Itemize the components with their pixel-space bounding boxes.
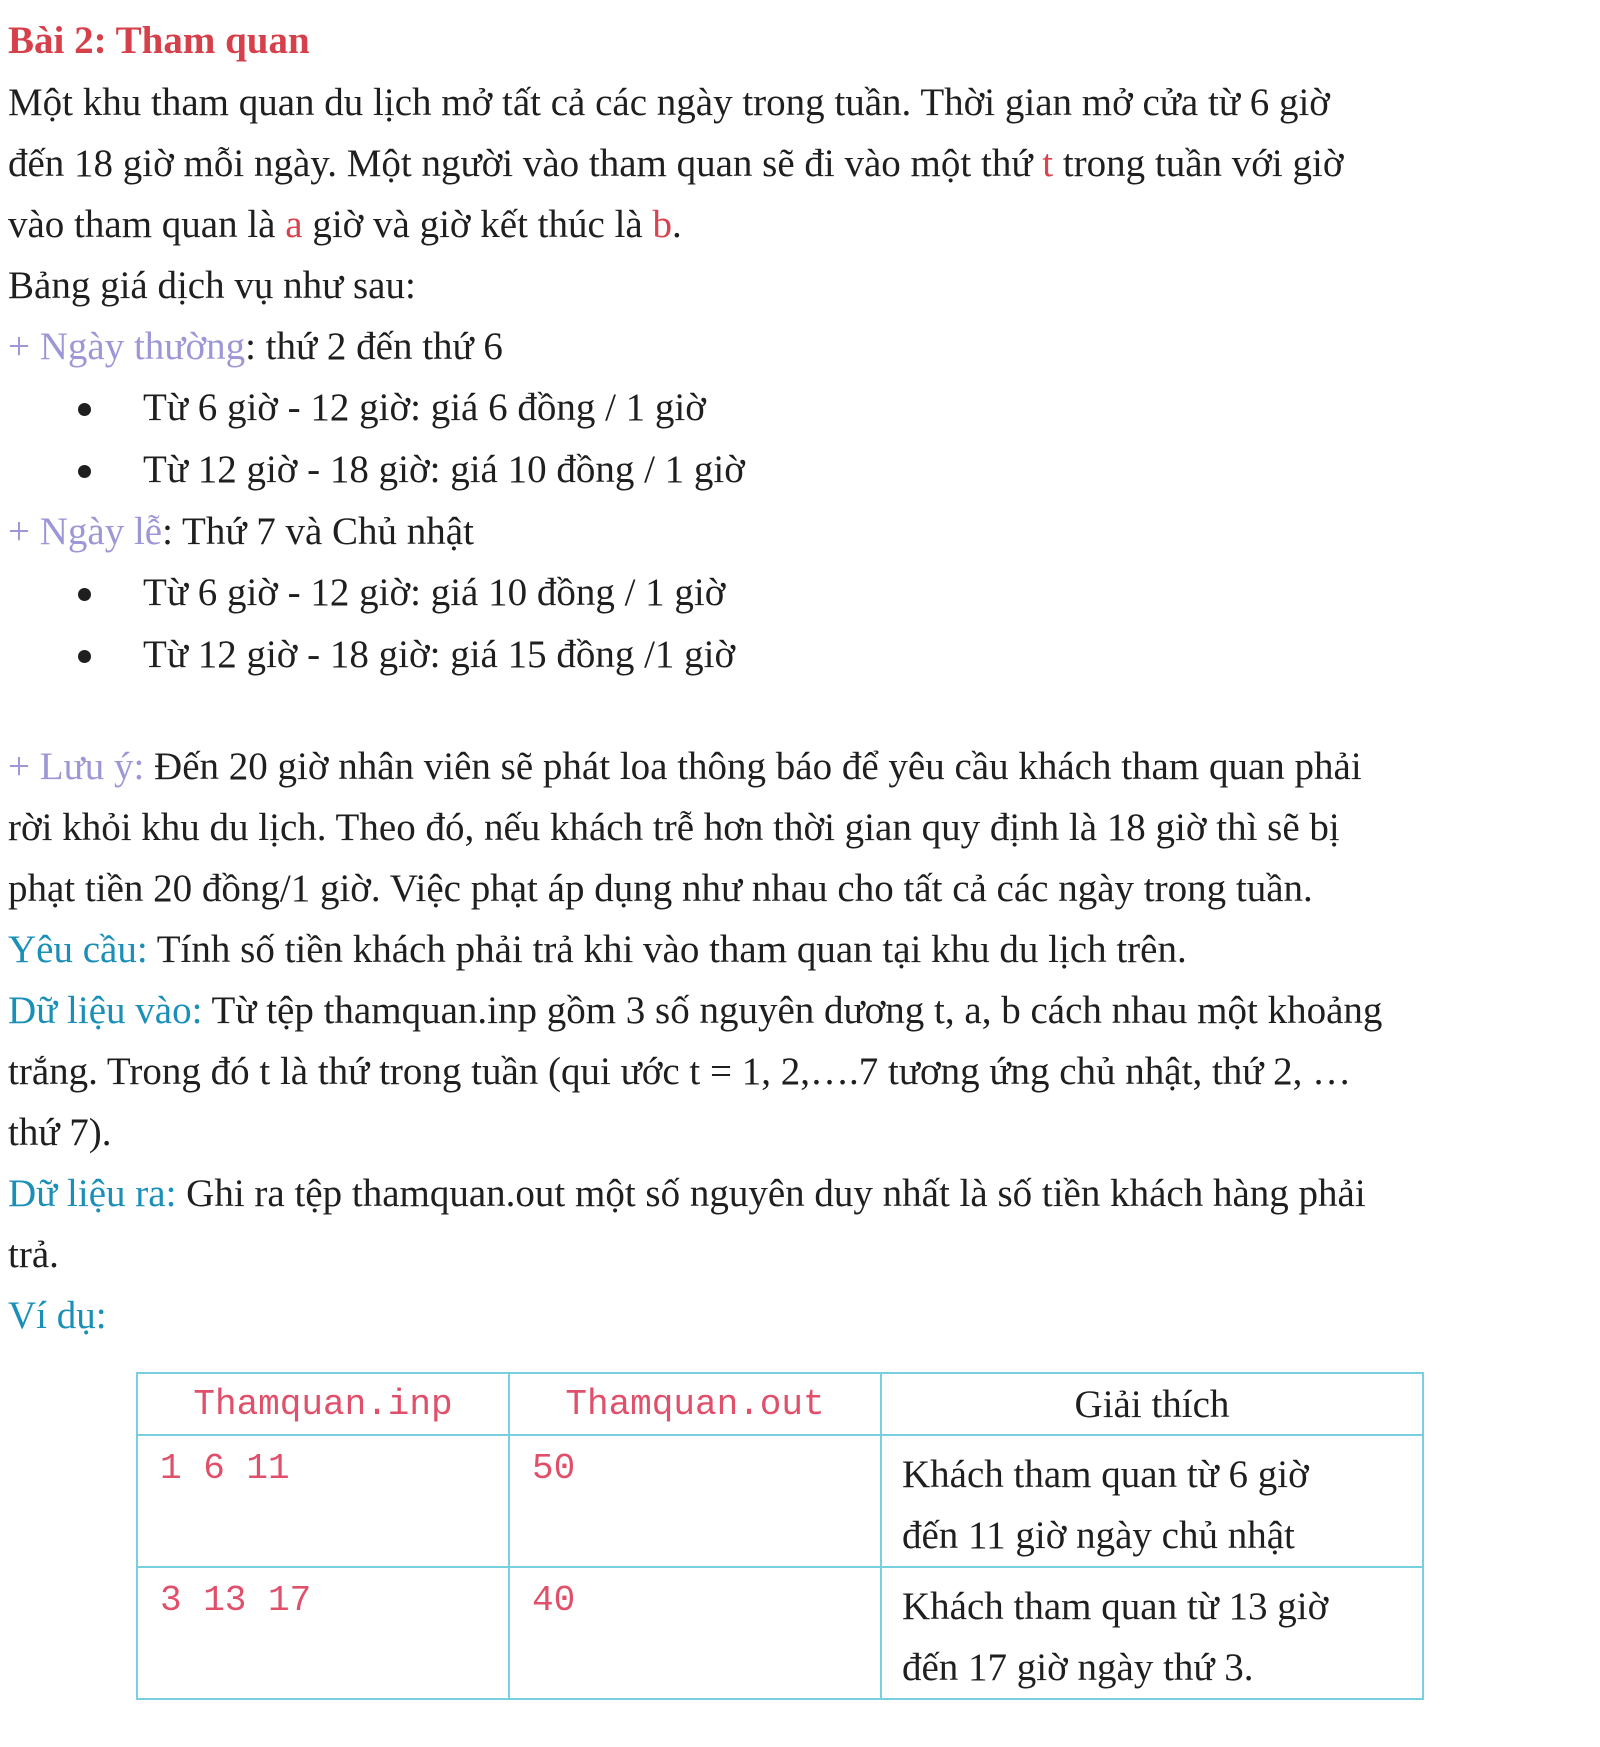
holiday-price-list bbox=[8, 562, 1592, 686]
bullet-icon bbox=[78, 403, 91, 416]
cell-inp: 3 13 17 bbox=[137, 1567, 509, 1699]
note-label: + Lưu ý: bbox=[8, 745, 145, 788]
variable-t: t bbox=[1042, 142, 1054, 185]
input-label: Dữ liệu vào: bbox=[8, 989, 203, 1032]
cell-explanation: Khách tham quan từ 13 giờ đến 17 giờ ngày thứ 3. bbox=[881, 1567, 1423, 1699]
column-header-out: Thamquan.out bbox=[509, 1373, 881, 1435]
intro-paragraph bbox=[8, 72, 1592, 377]
weekday-price-list bbox=[8, 377, 1592, 501]
bullet-icon bbox=[78, 650, 91, 663]
list-item: Từ 6 giờ - 12 giờ: giá 6 đồng / 1 giờ bbox=[78, 377, 1592, 439]
output-label: Dữ liệu ra: bbox=[8, 1172, 177, 1215]
intro-line-1: Một khu tham quan du lịch mở tất cả các ngày trong tuần. Thời gian mở cửa từ 6 giờ bbox=[8, 81, 1330, 124]
table-row bbox=[137, 1435, 1423, 1567]
list-item: Từ 12 giờ - 18 giờ: giá 15 đồng /1 giờ bbox=[78, 624, 1592, 686]
input-spec-line-3: thứ 7). bbox=[8, 1111, 112, 1154]
variable-a: a bbox=[285, 203, 303, 246]
table-row bbox=[137, 1567, 1423, 1699]
cell-out: 50 bbox=[509, 1435, 881, 1567]
holiday-heading: + Ngày lễ: Thứ 7 và Chủ nhật bbox=[8, 510, 474, 553]
column-header-inp: Thamquan.inp bbox=[137, 1373, 509, 1435]
requirement-line: Yêu cầu: Tính số tiền khách phải trả khi vào tham quan tại khu du lịch trên. bbox=[8, 928, 1187, 971]
output-spec-line-2: trả. bbox=[8, 1233, 59, 1276]
variable-b: b bbox=[652, 203, 672, 246]
list-item: Từ 12 giờ - 18 giờ: giá 10 đồng / 1 giờ bbox=[78, 439, 1592, 501]
cell-inp: 1 6 11 bbox=[137, 1435, 509, 1567]
note-paragraph: + Lưu ý: Đến 20 giờ nhân viên sẽ phát loa thông báo để yêu cầu khách tham quan phải rời khỏi khu du lịch. Theo đó, nếu khách trễ hơn thời gian quy định là 18 giờ thì sẽ bị phạt tiền 20 đồng/1 giờ. Việc phạt áp dụng như nhau cho tất cả các ngày trong tuần. Yêu cầu: Tính số tiền khách phải trả khi vào tham quan tại khu du lịch trên. Dữ liệu vào: Từ tệp thamquan.inp gồm 3 số nguyên dương t, a, b cách nhau một khoảng trắng. Trong đó t là thứ trong tuần (qui ước t = 1, 2,….7 tương ứng chủ nhật, thứ 2, … thứ 7). Dữ liệu ra: Ghi ra tệp thamquan.out một số nguyên duy nhất là số tiền khách hàng phải trả. Ví dụ: bbox=[8, 736, 1592, 1346]
input-spec-line-1: Dữ liệu vào: Từ tệp thamquan.inp gồm 3 số nguyên dương t, a, b cách nhau một khoảng bbox=[8, 989, 1383, 1032]
document-page bbox=[8, 14, 1592, 1346]
holiday-label: + Ngày lễ bbox=[8, 510, 163, 553]
problem-title: Bài 2: Tham quan bbox=[8, 19, 310, 62]
intro-line-2: đến 18 giờ mỗi ngày. Một người vào tham quan sẽ đi vào một thứ t trong tuần với giờ bbox=[8, 142, 1344, 185]
output-spec-line-1: Dữ liệu ra: Ghi ra tệp thamquan.out một số nguyên duy nhất là số tiền khách hàng phải bbox=[8, 1172, 1366, 1215]
bullet-icon bbox=[78, 465, 91, 478]
cell-out: 40 bbox=[509, 1567, 881, 1699]
price-heading: Bảng giá dịch vụ như sau: bbox=[8, 264, 416, 307]
list-item: Từ 6 giờ - 12 giờ: giá 10 đồng / 1 giờ bbox=[78, 562, 1592, 624]
weekday-label: + Ngày thường bbox=[8, 325, 246, 368]
weekday-heading: + Ngày thường: thứ 2 đến thứ 6 bbox=[8, 325, 503, 368]
bullet-icon bbox=[78, 588, 91, 601]
table-header-row bbox=[137, 1373, 1423, 1435]
example-table bbox=[136, 1372, 1424, 1700]
cell-explanation: Khách tham quan từ 6 giờ đến 11 giờ ngày chủ nhật bbox=[881, 1435, 1423, 1567]
intro-line-3: vào tham quan là a giờ và giờ kết thúc là b. bbox=[8, 203, 682, 246]
requirement-label: Yêu cầu: bbox=[8, 928, 148, 971]
example-label: Ví dụ: bbox=[8, 1294, 107, 1337]
input-spec-line-2: trắng. Trong đó t là thứ trong tuần (qui ước t = 1, 2,….7 tương ứng chủ nhật, thứ 2, … bbox=[8, 1050, 1352, 1093]
column-header-explanation: Giải thích bbox=[881, 1373, 1423, 1435]
